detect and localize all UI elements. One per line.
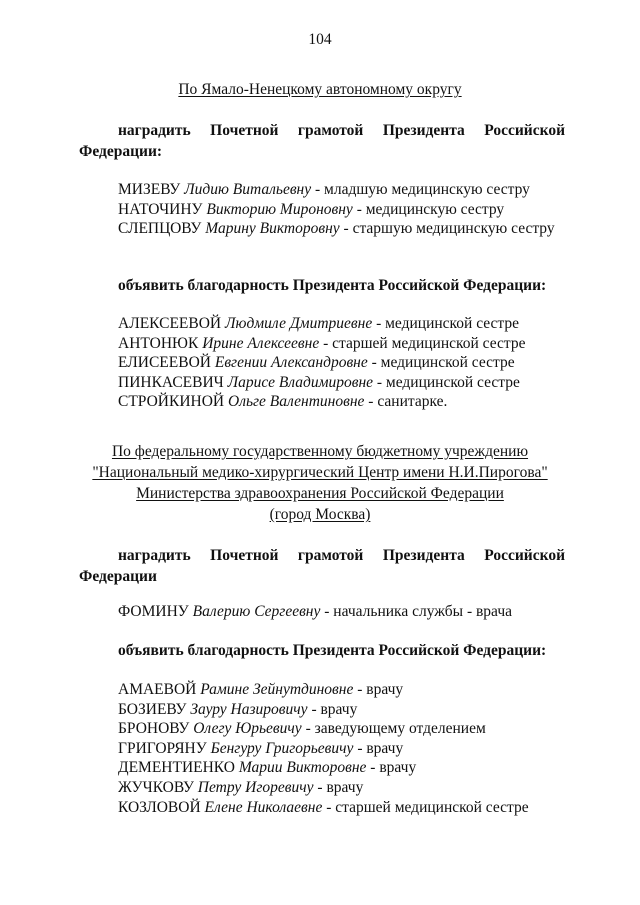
list-item: ЖУЧКОВУ Петру Игоревичу - врачу (118, 778, 364, 796)
award-directive (79, 545, 565, 587)
section-heading-line: По федеральному государственному бюджетному учреждению (111, 443, 529, 460)
list-item: СЛЕПЦОВУ Марину Викторовну - старшую медицинскую сестру (118, 220, 555, 238)
list-item: БОЗИЕВУ Зауру Назировичу - врачу (118, 700, 358, 718)
award-directive-line2: Федерации: (79, 143, 163, 160)
gratitude-recipient-list (79, 314, 565, 412)
list-item: ФОМИНУ Валерию Сергеевну - начальника службы - врача (118, 603, 512, 620)
section-heading-line: Министерства здравоохранения Российской Федерации (136, 485, 504, 502)
gratitude-recipient-list (79, 680, 565, 817)
section-heading-yamal: По Ямало-Ненецкому автономному округу (178, 81, 462, 98)
list-item: КОЗЛОВОЙ Елене Николаевне - старшей медицинской сестре (118, 798, 529, 816)
list-item: НАТОЧИНУ Викторию Мироновну - медицинскую сестру (118, 200, 505, 218)
section-heading-line: "Национальный медико-хирургический Центр имени Н.И.Пирогова" (92, 464, 548, 481)
section-heading-line: (город Москва) (269, 506, 371, 523)
list-item: ПИНКАСЕВИЧ Ларисе Владимировне - медицинской сестре (118, 373, 520, 391)
gratitude-directive: объявить благодарность Президента Российской Федерации: (118, 642, 547, 659)
list-item: МИЗЕВУ Лидию Витальевну - младшую медицинскую сестру (118, 181, 530, 198)
list-item: БРОНОВУ Олегу Юрьевичу - заведующему отделением (118, 720, 486, 738)
list-item: ЕЛИСЕЕВОЙ Евгении Александровне - медицинской сестре (118, 354, 515, 372)
award-directive-line1: наградить Почетной грамотой Президента Российской (118, 547, 565, 564)
award-recipient-list (79, 180, 565, 239)
award-directive-line1: наградить Почетной грамотой Президента Российской (118, 122, 565, 139)
section-heading-pirogov-center (60, 441, 580, 525)
list-item: СТРОЙКИНОЙ Ольге Валентиновне - санитарке. (118, 393, 448, 411)
gratitude-directive: объявить благодарность Президента Российской Федерации: (118, 277, 547, 294)
list-item: АМАЕВОЙ Рамине Зейнутдиновне - врачу (118, 681, 404, 698)
list-item: АЛЕКСЕЕВОЙ Людмиле Дмитриевне - медицинской сестре (118, 315, 520, 332)
list-item: ГРИГОРЯНУ Бенгуру Григорьевичу - врачу (118, 739, 404, 757)
award-directive (79, 120, 565, 162)
award-directive-line2: Федерации (79, 568, 157, 585)
list-item: ДЕМЕНТИЕНКО Марии Викторовне - врачу (118, 759, 417, 777)
page-number: 104 (308, 31, 332, 48)
list-item: АНТОНЮК Ирине Алексеевне - старшей медицинской сестре (118, 334, 526, 352)
award-recipient-list (79, 602, 565, 622)
